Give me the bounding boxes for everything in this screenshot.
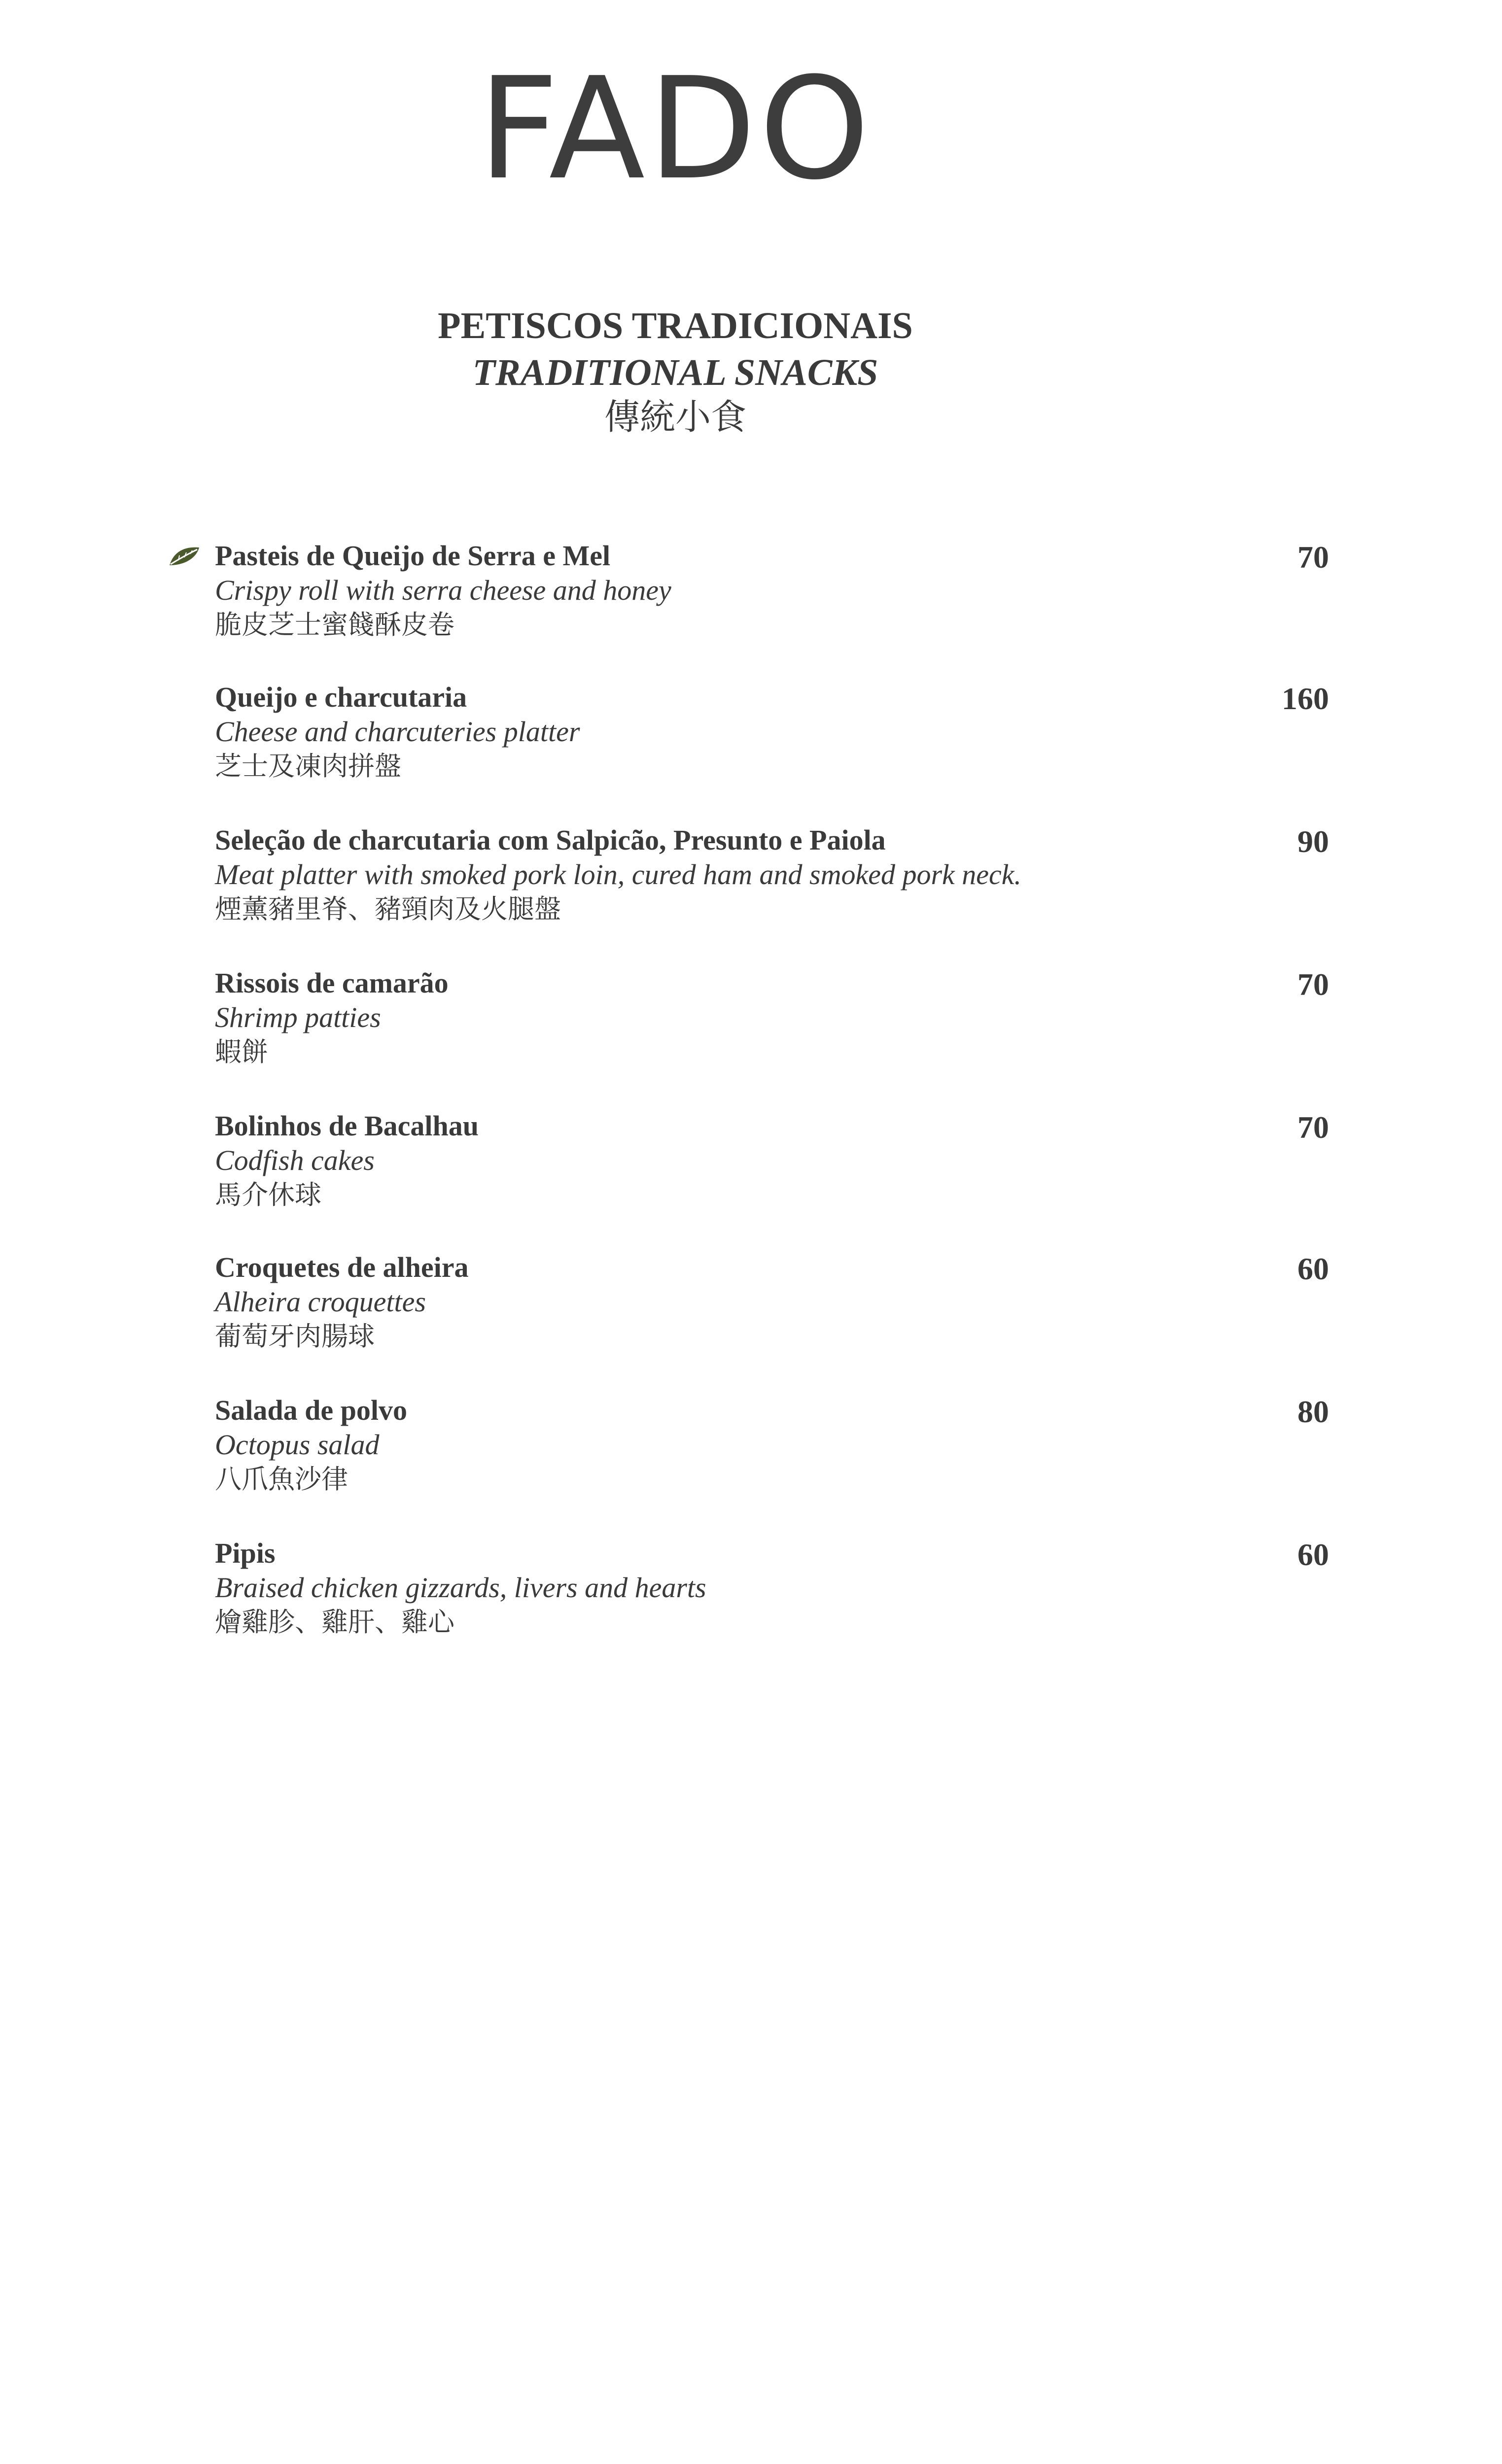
item-name-chinese: 蝦餅 [215,1036,268,1067]
item-name-english: Codfish cakes [215,1144,375,1176]
item-price: 60 [1297,1537,1329,1572]
menu-item [215,966,1329,1084]
item-name-portuguese: Rissois de camarão [215,967,449,999]
item-name-english: Braised chicken gizzards, livers and hearts [215,1572,706,1604]
menu-item [215,1393,1329,1511]
item-name-english: Cheese and charcuteries platter [215,716,580,748]
item-name-portuguese: Queijo e charcutaria [215,681,467,713]
item-name-english: Octopus salad [215,1429,380,1461]
menu-item [215,539,1329,657]
item-name-chinese: 馬介休球 [215,1179,321,1210]
item-name-chinese: 煙薰豬里脊、豬頸肉及火腿盤 [215,893,561,924]
section-title-portuguese: PETISCOS TRADICIONAIS [438,305,913,346]
menu-item [215,680,1329,798]
item-name-portuguese: Pipis [215,1537,276,1569]
item-name-chinese: 脆皮芝士蜜餞酥皮卷 [215,609,454,640]
section-title-chinese: 傳統小食 [604,396,746,438]
restaurant-logo-title: FADO [478,47,873,211]
item-price: 70 [1297,1110,1329,1145]
item-price: 90 [1297,824,1329,859]
menu-item [215,1109,1329,1227]
menu-item [215,823,1329,941]
item-name-chinese: 芝士及凍肉拼盤 [215,751,401,782]
item-price: 80 [1297,1394,1329,1429]
item-name-english: Meat platter with smoked pork loin, cured ham and smoked pork neck. [215,858,1022,890]
item-price: 70 [1297,967,1329,1002]
item-name-chinese: 八爪魚沙律 [215,1464,348,1495]
item-name-portuguese: Croquetes de alheira [215,1251,469,1283]
item-name-english: Shrimp patties [215,1001,381,1033]
item-name-chinese: 燴雞胗、雞肝、雞心 [215,1607,454,1638]
section-title-english: TRADITIONAL SNACKS [472,352,878,393]
leaf-icon [168,546,201,567]
menu-item [215,1536,1329,1654]
item-price: 160 [1282,681,1329,716]
item-name-portuguese: Salada de polvo [215,1394,407,1426]
item-name-chinese: 葡萄牙肉腸球 [215,1321,375,1352]
item-name-portuguese: Pasteis de Queijo de Serra e Mel [215,540,611,572]
menu-item [215,1250,1329,1369]
item-name-english: Crispy roll with serra cheese and honey [215,574,671,606]
item-name-english: Alheira croquettes [215,1286,426,1318]
item-name-portuguese: Bolinhos de Bacalhau [215,1110,479,1142]
item-price: 70 [1297,540,1329,575]
item-price: 60 [1297,1251,1329,1286]
item-name-portuguese: Seleção de charcutaria com Salpicão, Presunto e Paiola [215,824,886,856]
